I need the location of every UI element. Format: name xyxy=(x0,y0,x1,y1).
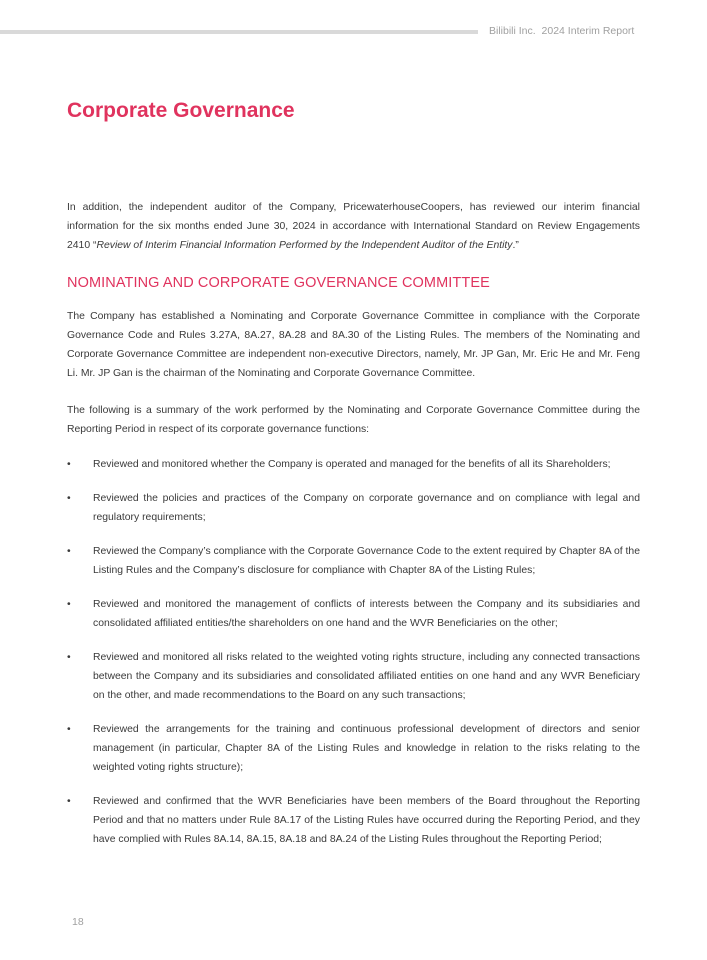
header-report: 2024 Interim Report xyxy=(541,25,635,37)
work-performed-list xyxy=(67,455,640,849)
running-header xyxy=(489,25,649,37)
list-item: • Reviewed the Company’s compliance with the Corporate Governance Code to the extent required by Chapter 8A of the Listing Rules and the Company’s disclosure for compliance with Chapter 8A of the Listing Rules; xyxy=(67,542,640,580)
list-item: • Reviewed and monitored all risks related to the weighted voting rights structure, including any connected transactions between the Company and its subsidiaries and consolidated affiliated entities on one hand and any WVR Beneficiary on the other, and made recommendations to the Board on any such transactions; xyxy=(67,648,640,705)
list-item: • Reviewed and monitored the management of conflicts of interests between the Company and its subsidiaries and consolidated affiliated entities/the shareholders on one hand and the WVR Beneficiaries on the other; xyxy=(67,595,640,633)
header-rule xyxy=(0,30,478,34)
list-item: • Reviewed the arrangements for the training and continuous professional development of directors and senior management (in particular, Chapter 8A of the Listing Rules and knowledge in relation to the risks relating to the weighted voting rights structure); xyxy=(67,720,640,777)
committee-paragraph: The Company has established a Nominating and Corporate Governance Committee in compliance with the Corporate Governance Code and Rules 3.27A, 8A.27, 8A.28 and 8A.30 of the Listing Rules. The members of the Nominating and Corporate Governance Committee are independent non-executive Directors, namely, Mr. JP Gan, Mr. Eric He and Mr. Feng Li. Mr. JP Gan is the chairman of the Nominating and Corporate Governance Committee. xyxy=(67,311,640,379)
summary-paragraph: The following is a summary of the work performed by the Nominating and Corporate Governance Committee during the Reporting Period in respect of its corporate governance functions: xyxy=(67,405,640,435)
section-heading: NOMINATING AND CORPORATE GOVERNANCE COMMITTEE xyxy=(67,275,490,291)
list-item: • Reviewed and monitored whether the Company is operated and managed for the benefits of all its Shareholders; xyxy=(67,455,640,474)
intro-text: In addition, the independent auditor of the Company, PricewaterhouseCoopers, has reviewed our interim financial information for the six months ended June 30, 2024 in accordance with International Standard on Review Engagements 2410 “ xyxy=(67,202,640,251)
list-item: • Reviewed and confirmed that the WVR Beneficiaries have been members of the Board throughout the Reporting Period and that no matters under Rule 8A.17 of the Listing Rules have occurred during the Reporting Period, and they have complied with Rules 8A.14, 8A.15, 8A.18 and 8A.24 of the Listing Rules throughout the Reporting Period; xyxy=(67,792,640,849)
intro-text-end: .” xyxy=(512,240,519,251)
page-title: Corporate Governance xyxy=(67,99,295,122)
header-company: Bilibili Inc. xyxy=(489,25,536,37)
list-item: • Reviewed the policies and practices of the Company on corporate governance and on compliance with legal and regulatory requirements; xyxy=(67,489,640,527)
intro-italic-title: Review of Interim Financial Information Performed by the Independent Auditor of the Entity xyxy=(96,240,513,251)
page-body xyxy=(67,198,640,864)
intro-paragraph xyxy=(67,198,640,255)
page-number: 18 xyxy=(72,916,84,928)
